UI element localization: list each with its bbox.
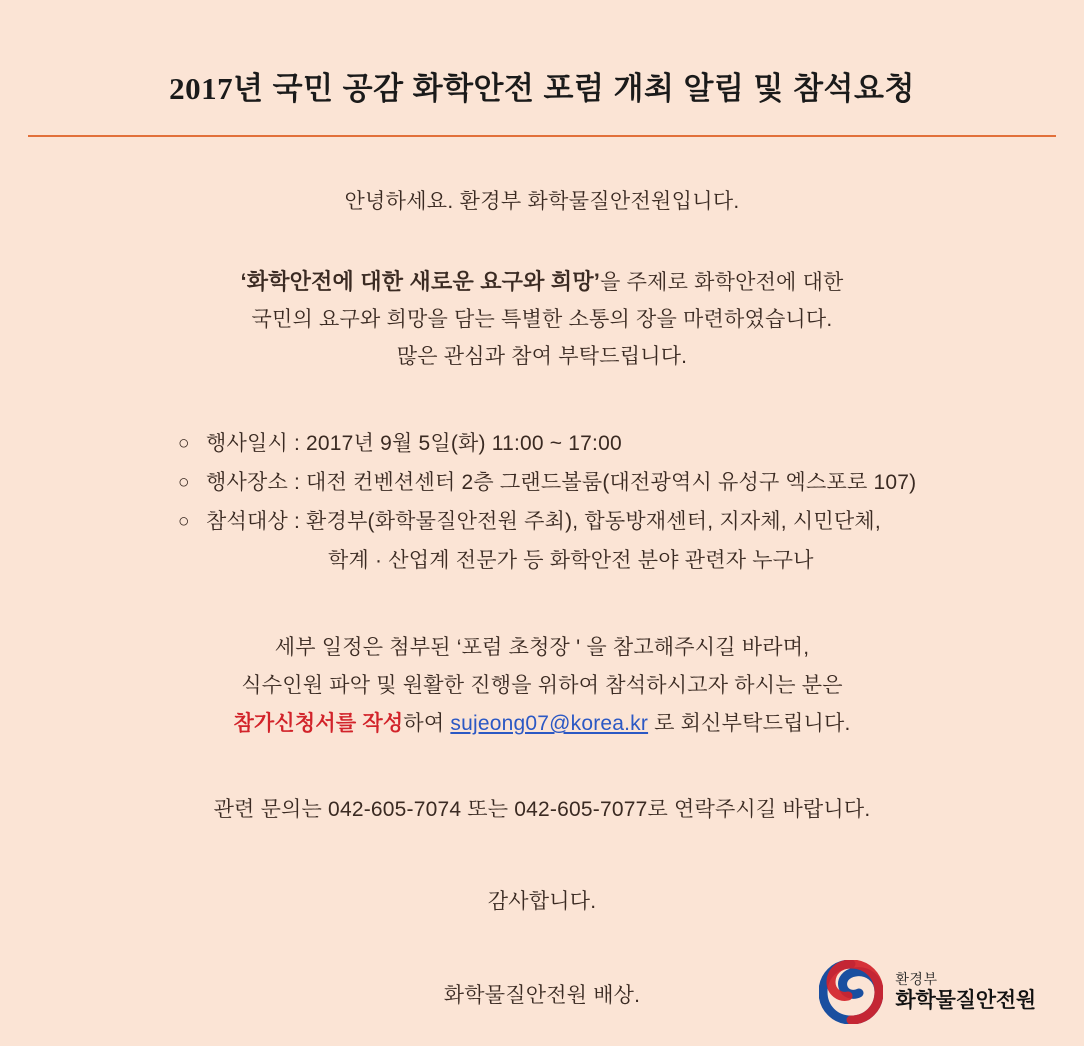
request-block: [0, 629, 1084, 744]
title-rest: 년 국민 공감 화학안전 포럼 개최 알림 및 참석요청: [233, 70, 915, 106]
notice-document: [0, 21, 1084, 1046]
circle-bullet-icon: ○: [178, 433, 190, 455]
forum-theme: ‘화학안전에 대한 새로운 요구와 희망’: [240, 269, 601, 295]
circle-bullet-icon: ○: [178, 511, 190, 532]
organization-logo: [819, 960, 1036, 1024]
request-line-3: [0, 705, 1084, 743]
signature-text: 화학물질안전원 배상.: [443, 984, 641, 1008]
application-form-emphasis: 참가신청서를 작성: [233, 712, 404, 736]
event-venue-text: 행사장소 : 대전 컨벤션센터 2층 그랜드볼룸(대전광역시 유성구 엑스포로 107): [206, 471, 917, 495]
list-item: [178, 464, 1084, 503]
logo-org-big: 화학물질안전원: [895, 988, 1036, 1012]
email-link[interactable]: sujeong07@korea.kr: [450, 712, 649, 736]
contact-text: 관련 문의는 042-605-7074 또는 042-605-7077로 연락주시길 바랍니다.: [213, 798, 871, 822]
thanks-text: 감사합니다.: [487, 890, 597, 914]
title-year: 2017: [169, 70, 234, 106]
intro-line-1: [0, 263, 1084, 302]
title-divider: [28, 135, 1056, 137]
circle-bullet-icon: ○: [178, 472, 190, 494]
event-date-text: 행사일시 : 2017년 9월 5일(화) 11:00 ~ 17:00: [206, 432, 622, 456]
event-audience-continued: 학계 · 산업계 전문가 등 화학안전 분야 관련자 누구나: [328, 548, 814, 572]
request-line-1: 세부 일정은 첨부된 ‘포럼 초청장 ' 을 참고해주시길 바라며,: [274, 635, 810, 659]
page-title: [0, 21, 1084, 109]
greeting-text: 안녕하세요. 환경부 화학물질안전원입니다.: [344, 190, 740, 214]
request-line-2: 식수인원 파악 및 원활한 진행을 위하여 참석하시고자 하시는 분은: [241, 673, 843, 697]
request-line-3-tail: 로 회신부탁드립니다.: [648, 712, 851, 736]
logo-org-small: 환경부: [895, 970, 938, 987]
event-info-list: [0, 425, 1084, 580]
intro-block: [0, 263, 1084, 375]
intro-line-1-tail: 을 주제로 화학안전에 대한: [600, 271, 844, 295]
intro-line-3: 많은 관심과 참여 부탁드립니다.: [396, 344, 688, 368]
list-item: [178, 503, 1084, 542]
event-audience-text: 참석대상 : 환경부(화학물질안전원 주최), 합동방재센터, 지자체, 시민단체,: [206, 510, 881, 533]
intro-line-2: 국민의 요구와 희망을 담는 특별한 소통의 장을 마련하였습니다.: [251, 307, 833, 331]
request-line-3-mid: 하여: [403, 712, 451, 736]
logo-label: [895, 971, 1036, 1014]
taegeuk-logo-icon: [819, 960, 883, 1024]
list-item: [178, 425, 1084, 464]
